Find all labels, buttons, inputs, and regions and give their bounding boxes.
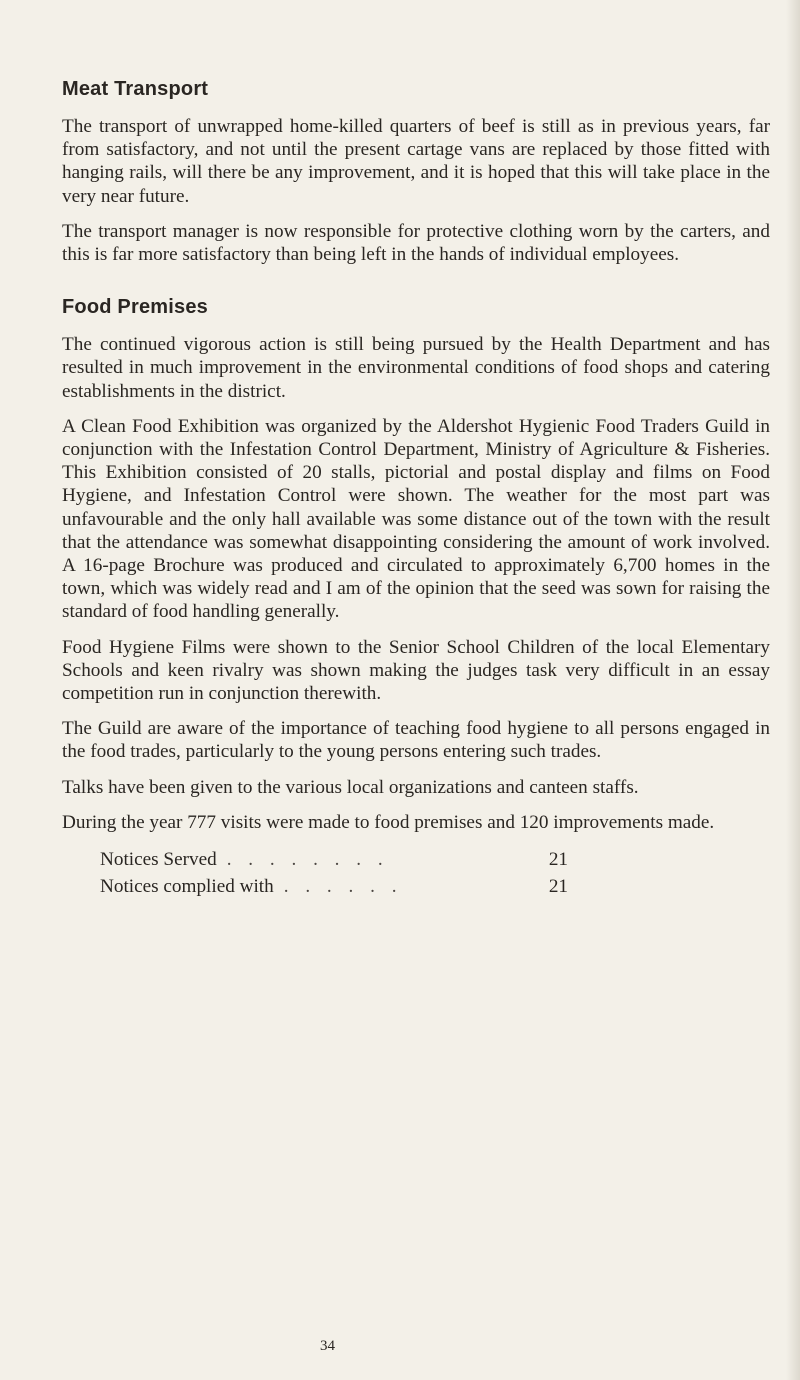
section-food-premises bbox=[62, 296, 770, 834]
tally-label: Notices complied with bbox=[100, 876, 274, 898]
document-page bbox=[62, 78, 770, 900]
page-edge-shadow bbox=[786, 0, 800, 1380]
paragraph: A Clean Food Exhibition was organized by the Aldershot Hygienic Food Traders Guild in conjunction with the Infestation Control Department, Ministry of Agriculture & Fisheries. This Exhibition consisted of 20 stalls, pictorial and postal display and films on Food Hygiene, and Infestation Control were shown. The weather for the most part was unfavourable and the only hall available was some distance out of the town with the result that the attendance was somewhat disappointing considering the amount of work involved. A 16-page Brochure was produced and circulated to approximately 6,700 homes in the town, which was widely read and I am of the opinion that the seed was sown for raising the standard of food handling generally. bbox=[62, 415, 770, 623]
paragraph: The transport manager is now responsible for protective clothing worn by the carters, and this is far more satisfactory than being left in the hands of individual employees. bbox=[62, 220, 770, 266]
leader-dots: . . . . . . bbox=[283, 876, 403, 898]
tally-row-notices-complied bbox=[100, 873, 568, 900]
section-heading: Meat Transport bbox=[62, 78, 209, 100]
paragraph: Food Hygiene Films were shown to the Senior School Children of the local Elementary Schools and keen rivalry was shown making the judges task very difficult in an essay competition run in conjunction therewith. bbox=[62, 636, 770, 705]
paragraph: The transport of unwrapped home-killed quarters of beef is still as in previous years, far from satisfactory, and not until the present cartage vans are replaced by those fitted with hanging rails, will there be any improvement, and it is hoped that this will take place in the very near future. bbox=[62, 116, 770, 207]
tally-value: 21 bbox=[548, 876, 568, 898]
paragraph: During the year 777 visits were made to food premises and 120 improvements made. bbox=[62, 811, 715, 833]
paragraph: The continued vigorous action is still being pursued by the Health Department and has resulted in much improvement in the environmental conditions of food shops and catering establishments in the district. bbox=[62, 334, 770, 402]
notices-tally bbox=[100, 846, 568, 900]
section-heading: Food Premises bbox=[62, 296, 208, 319]
leader-dots: . . . . . . . . bbox=[226, 849, 389, 871]
paragraph: The Guild are aware of the importance of teaching food hygiene to all persons engaged in the food trades, particularly to the young persons entering such trades. bbox=[62, 718, 770, 763]
tally-label: Notices Served bbox=[100, 849, 217, 871]
section-meat-transport bbox=[62, 78, 770, 266]
tally-value: 21 bbox=[548, 849, 568, 871]
page-number: 34 bbox=[320, 1338, 335, 1354]
tally-row-notices-served bbox=[100, 846, 568, 873]
paragraph: Talks have been given to the various local organizations and canteen staffs. bbox=[62, 776, 639, 798]
